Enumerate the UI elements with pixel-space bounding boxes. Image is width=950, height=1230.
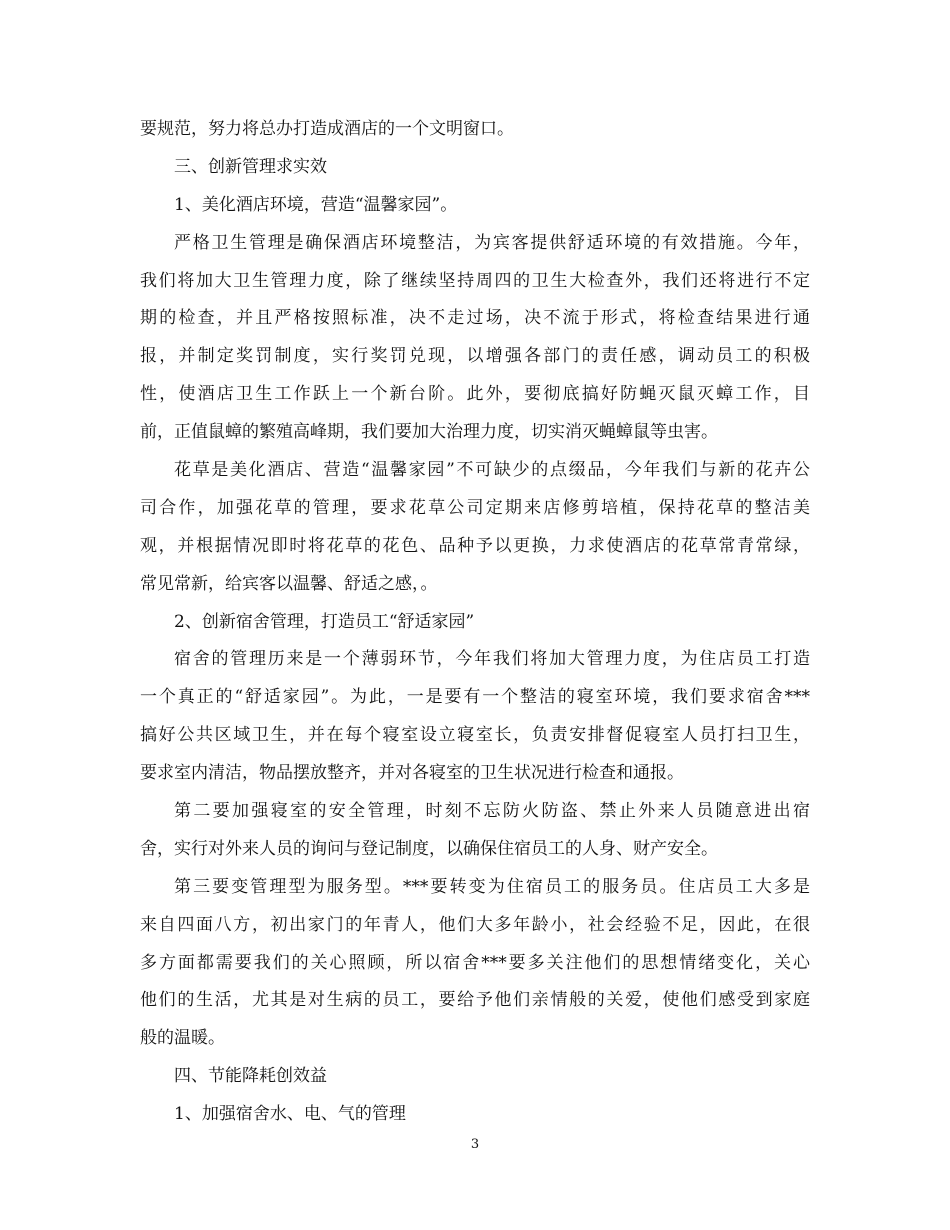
page-number: 3: [470, 1137, 480, 1152]
paragraph-line: 报，并制定奖罚制度，实行奖罚兑现，以增强各部门的责任感，调动员工的积极: [140, 346, 810, 367]
paragraph-line: 司合作，加强花草的管理，要求花草公司定期来店修剪培植，保持花草的整洁美: [140, 497, 810, 518]
paragraph-line: 来自四面八方，初出家门的年青人，他们大多年龄小，社会经验不足，因此，在很: [140, 914, 810, 935]
paragraph-line: 第三要变管理型为服务型。***要转变为住宿员工的服务员。住店员工大多是: [174, 876, 810, 897]
document-body: [140, 111, 810, 1134]
paragraph-line: 严格卫生管理是确保酒店环境整洁，为宾客提供舒适环境的有效措施。今年，: [174, 232, 810, 253]
paragraph-line: 宿舍的管理历来是一个薄弱环节，今年我们将加大管理力度，为住店员工打造: [174, 649, 810, 670]
paragraph-line: 他们的生活，尤其是对生病的员工，要给予他们亲情般的关爱，使他们感受到家庭: [140, 990, 810, 1011]
subsection-heading: 1、美化酒店环境，营造“温馨家园”。: [174, 194, 458, 215]
paragraph-line: 常见常新，给宾客以温馨、舒适之感，。: [140, 573, 438, 594]
paragraph-line: 性，使酒店卫生工作跃上一个新台阶。此外，要彻底搞好防蝇灭鼠灭蟑工作，目: [140, 384, 810, 405]
paragraph-line: 我们将加大卫生管理力度，除了继续坚持周四的卫生大检查外，我们还将进行不定: [140, 270, 810, 291]
paragraph-line: 多方面都需要我们的关心照顾，所以宿舍***要多关注他们的思想情绪变化，关心: [140, 952, 810, 973]
section-heading: 三、创新管理求实效: [174, 156, 327, 177]
subsection-heading: 2、创新宿舍管理，打造员工“舒适家园”: [174, 611, 475, 632]
paragraph-line: 期的检查，并且严格按照标准，决不走过场，决不流于形式，将检查结果进行通: [140, 308, 810, 329]
paragraph-line: 观，并根据情况即时将花草的花色、品种予以更换，力求使酒店的花草常青常绿，: [140, 535, 810, 556]
text-line: 要规范，努力将总办打造成酒店的一个文明窗口。: [140, 119, 514, 139]
paragraph-line: 前，正值鼠蟑的繁殖高峰期，我们要加大治理力度，切实消灭蝇蟑鼠等虫害。: [140, 422, 718, 443]
paragraph-line: 般的温暖。: [140, 1028, 225, 1049]
subsection-heading: 1、加强宿舍水、电、气的管理: [174, 1104, 406, 1125]
section-heading: 四、节能降耗创效益: [174, 1066, 327, 1087]
paragraph-line: 一个真正的“舒适家园”。为此，一是要有一个整洁的寝室环境，我们要求宿舍***: [140, 687, 810, 708]
paragraph-line: 搞好公共区域卫生，并在每个寝室设立寝室长，负责安排督促寝室人员打扫卫生，: [140, 725, 810, 746]
paragraph-line: 第二要加强寝室的安全管理，时刻不忘防火防盗、禁止外来人员随意进出宿: [174, 801, 810, 822]
paragraph-line: 舍，实行对外来人员的询问与登记制度，以确保住宿员工的人身、财产安全。: [140, 838, 718, 859]
paragraph-line: 要求室内清洁，物品摆放整齐，并对各寝室的卫生状况进行检查和通报。: [140, 763, 684, 784]
paragraph-line: 花草是美化酒店、营造“温馨家园”不可缺少的点缀品，今年我们与新的花卉公: [174, 460, 810, 481]
